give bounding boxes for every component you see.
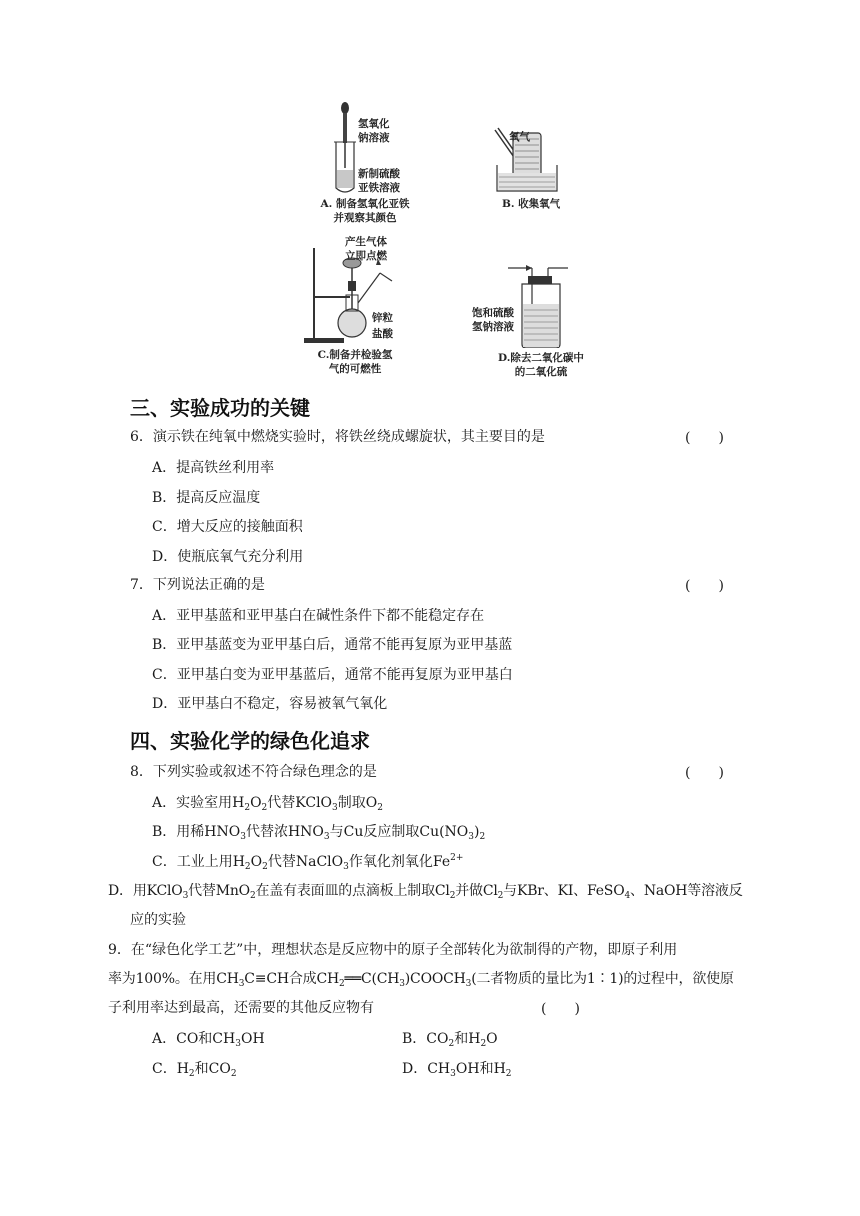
fig-a-label-1: 氢氧化 (358, 118, 390, 130)
question-8-option-c: C．工业上用$H_2O_2$代替NaClO$_3$作氧化剂氧化$Fe^{2+}$ (152, 853, 464, 872)
fig-d-caption-2: 的二氧化硫 (514, 366, 568, 378)
question-6-answer-blank: ( ) (685, 430, 724, 446)
question-9-line-2: 率为100%。在用$CH_3C\equiv CH$合成$CH_2══C(CH_3)COOCH_3$(二者物质的量比为1∶1)的过程中，欲使原 (108, 971, 734, 989)
question-8-option-d-line-2: 应的实验 (130, 912, 186, 928)
figure-a (310, 100, 460, 225)
question-7-answer-blank: ( ) (685, 578, 724, 594)
question-9-option-d: D．$CH_3OH$和$H_2$ (402, 1061, 512, 1079)
fig-a-caption-2: 并观察其颜色 (333, 212, 397, 224)
question-8-option-d: D．用KClO$_3$代替MnO$_2$在盖有表面皿的点滴板上制取$Cl_2$并做$Cl_2$与KBr、KI、FeSO$_4$、NaOH等溶液反 (108, 883, 743, 901)
figure-b (485, 125, 585, 215)
question-6-stem: 6．演示铁在纯氧中燃烧实验时，将铁丝绕成螺旋状，其主要目的是 (130, 429, 545, 445)
fig-a-caption-1: A. 制备氢氧化亚铁 (320, 198, 410, 210)
question-9-line-1: 9．在“绿色化学工艺”中，理想状态是反应物中的原子全部转化为欲制得的产物，即原子利用 (108, 942, 678, 958)
section-3-heading: 三、实验成功的关键 (130, 396, 310, 420)
gas-washing-bottle-diagram (508, 262, 578, 348)
question-9-answer-blank: ( ) (541, 1001, 580, 1017)
question-9-line-3: 子利用率达到最高，还需要的其他反应物有 (108, 1000, 374, 1016)
question-6-option-a: A．提高铁丝利用率 (152, 460, 275, 476)
question-7-option-b: B．亚甲基蓝变为亚甲基白后，通常不能再复原为亚甲基蓝 (152, 637, 513, 653)
fig-c-label-4: 盐酸 (372, 328, 393, 340)
section-4-heading: 四、实验化学的绿色化追求 (130, 729, 370, 753)
question-8-option-b: B．用稀$HNO_3$代替浓$HNO_3$与Cu反应制取$Cu(NO_3)_2$ (152, 824, 486, 842)
question-8-option-a: A．实验室用$H_2O_2$代替KClO$_3$制取$O_2$ (152, 795, 383, 813)
fig-c-label-1: 产生气体 (345, 236, 387, 248)
figure-c (300, 233, 440, 383)
fig-a-label-4: 亚铁溶液 (358, 182, 400, 194)
fig-a-label-3: 新制硫酸 (358, 168, 400, 180)
question-9-option-b: B．$CO_2$和$H_2O$ (402, 1031, 498, 1049)
fig-d-caption-1: D.除去二氧化碳中 (498, 352, 584, 364)
question-8-stem: 8．下列实验或叙述不符合绿色理念的是 (130, 764, 377, 780)
question-7-option-d: D．亚甲基白不稳定，容易被氧气氧化 (152, 696, 388, 712)
dropper-test-tube-diagram (330, 100, 360, 195)
question-7-option-c: C．亚甲基白变为亚甲基蓝后，通常不能再复原为亚甲基白 (152, 667, 513, 683)
question-7-stem: 7．下列说法正确的是 (130, 577, 265, 593)
fig-c-caption-1: C.制备并检验氢 (317, 349, 393, 361)
fig-c-label-2: 立即点燃 (345, 250, 387, 262)
question-6-option-d: D．使瓶底氧气充分利用 (152, 549, 304, 565)
question-6-option-c: C．增大反应的接触面积 (152, 519, 303, 535)
question-6-option-b: B．提高反应温度 (152, 490, 261, 506)
fig-d-label-1: 饱和硫酸 (472, 307, 514, 319)
fig-c-label-3: 锌粒 (372, 312, 393, 324)
fig-d-label-2: 氢钠溶液 (472, 321, 514, 333)
question-9-option-c: C．$H_2$和$CO_2$ (152, 1061, 237, 1079)
question-9-option-a: A．CO和$CH_3OH$ (152, 1031, 265, 1049)
fig-c-caption-2: 气的可燃性 (328, 363, 382, 375)
figure-d (470, 262, 600, 382)
fig-b-label: 氧气 (509, 131, 530, 143)
question-7-option-a: A．亚甲基蓝和亚甲基白在碱性条件下都不能稳定存在 (152, 608, 485, 624)
fig-a-label-2: 钠溶液 (358, 132, 390, 144)
question-8-answer-blank: ( ) (685, 765, 724, 781)
fig-b-caption: B. 收集氧气 (502, 198, 561, 210)
